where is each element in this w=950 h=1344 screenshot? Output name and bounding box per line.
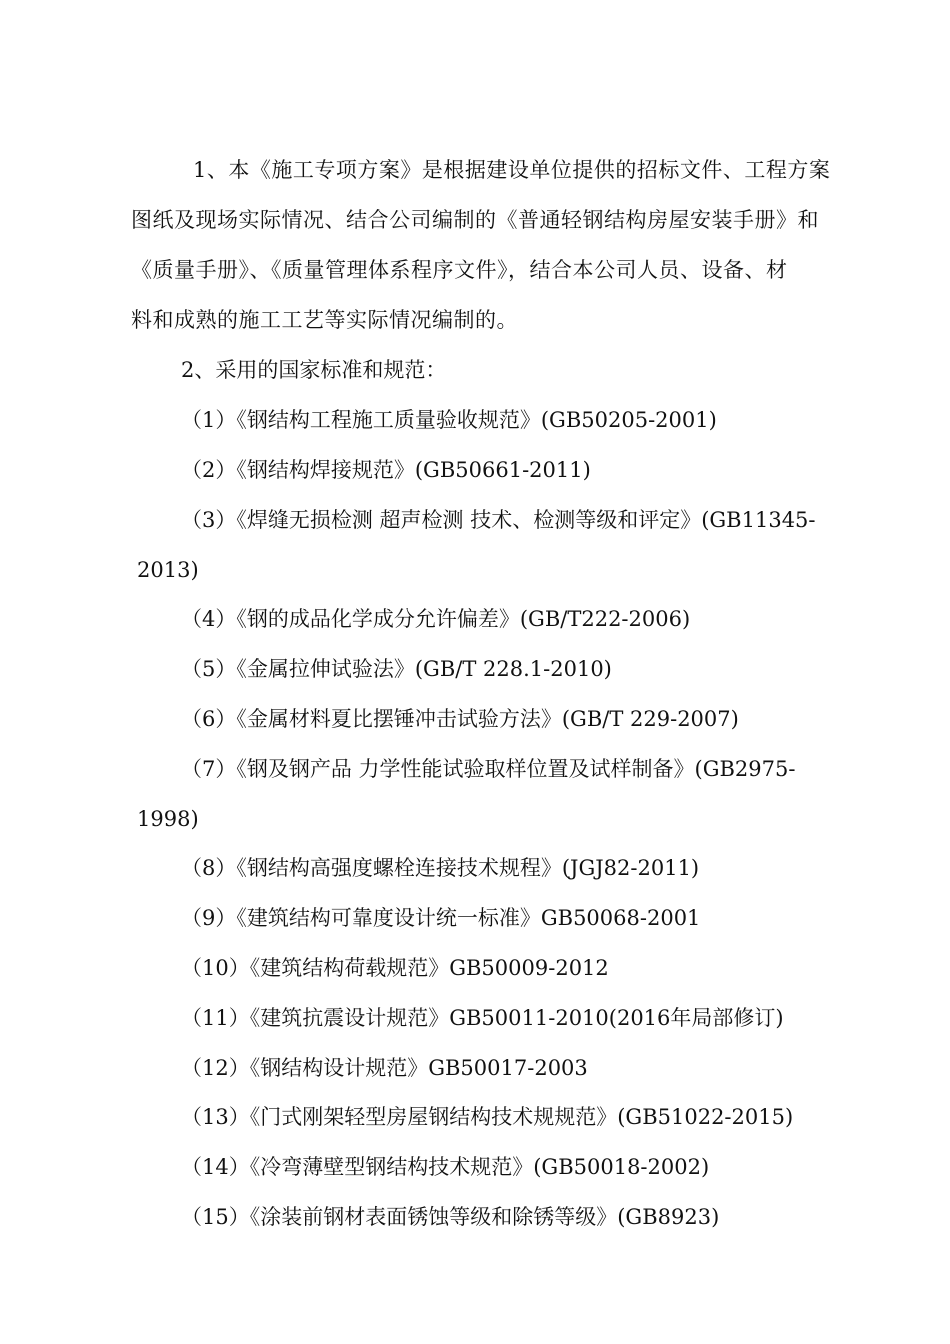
standard-item-12: （12）《钢结构设计规范》GB50017-2003	[181, 1056, 588, 1080]
standard-item-7: （7）《钢及钢产品 力学性能试验取样位置及试样制备》(GB2975-	[181, 757, 796, 781]
standard-item-1: （1）《钢结构工程施工质量验收规范》(GB50205-2001)	[181, 408, 717, 432]
standard-item-14: （14）《冷弯薄壁型钢结构技术规范》(GB50018-2002)	[181, 1155, 710, 1179]
standard-item-9: （9）《建筑结构可靠度设计统一标准》GB50068-2001	[181, 906, 701, 930]
standard-item-13: （13）《门式刚架轻型房屋钢结构技术规规范》(GB51022-2015)	[181, 1105, 794, 1129]
standard-item-6: （6）《金属材料夏比摆锤冲击试验方法》(GB/T 229-2007)	[181, 707, 739, 731]
intro-line-4: 料和成熟的施工工艺等实际情况编制的。	[131, 308, 518, 332]
standard-item-3: （3）《焊缝无损检测 超声检测 技术、检测等级和评定》(GB11345-	[181, 508, 816, 532]
standard-item-11: （11）《建筑抗震设计规范》GB50011-2010(2016年局部修订)	[181, 1006, 784, 1030]
standard-item-15: （15）《涂装前钢材表面锈蚀等级和除锈等级》(GB8923)	[181, 1205, 720, 1229]
standard-item-4: （4）《钢的成品化学成分允许偏差》(GB/T222-2006)	[181, 607, 691, 631]
standard-item-3-continuation: 2013)	[137, 558, 199, 582]
standard-item-7-continuation: 1998)	[137, 807, 199, 831]
intro-line-2: 图纸及现场实际情况、结合公司编制的《普通轻钢结构房屋安装手册》和	[131, 208, 819, 232]
standard-item-5: （5）《金属拉伸试验法》(GB/T 228.1-2010)	[181, 657, 612, 681]
standards-heading: 2、采用的国家标准和规范：	[181, 358, 447, 382]
intro-line-1: 1、本《施工专项方案》是根据建设单位提供的招标文件、工程方案	[193, 158, 831, 182]
standard-item-8: （8）《钢结构高强度螺栓连接技术规程》(JGJ82-2011)	[181, 856, 700, 880]
intro-line-3: 《质量手册》、《质量管理体系程序文件》，结合本公司人员、设备、材	[131, 258, 788, 282]
standard-item-2: （2）《钢结构焊接规范》(GB50661-2011)	[181, 458, 591, 482]
standard-item-10: （10）《建筑结构荷载规范》GB50009-2012	[181, 956, 609, 980]
